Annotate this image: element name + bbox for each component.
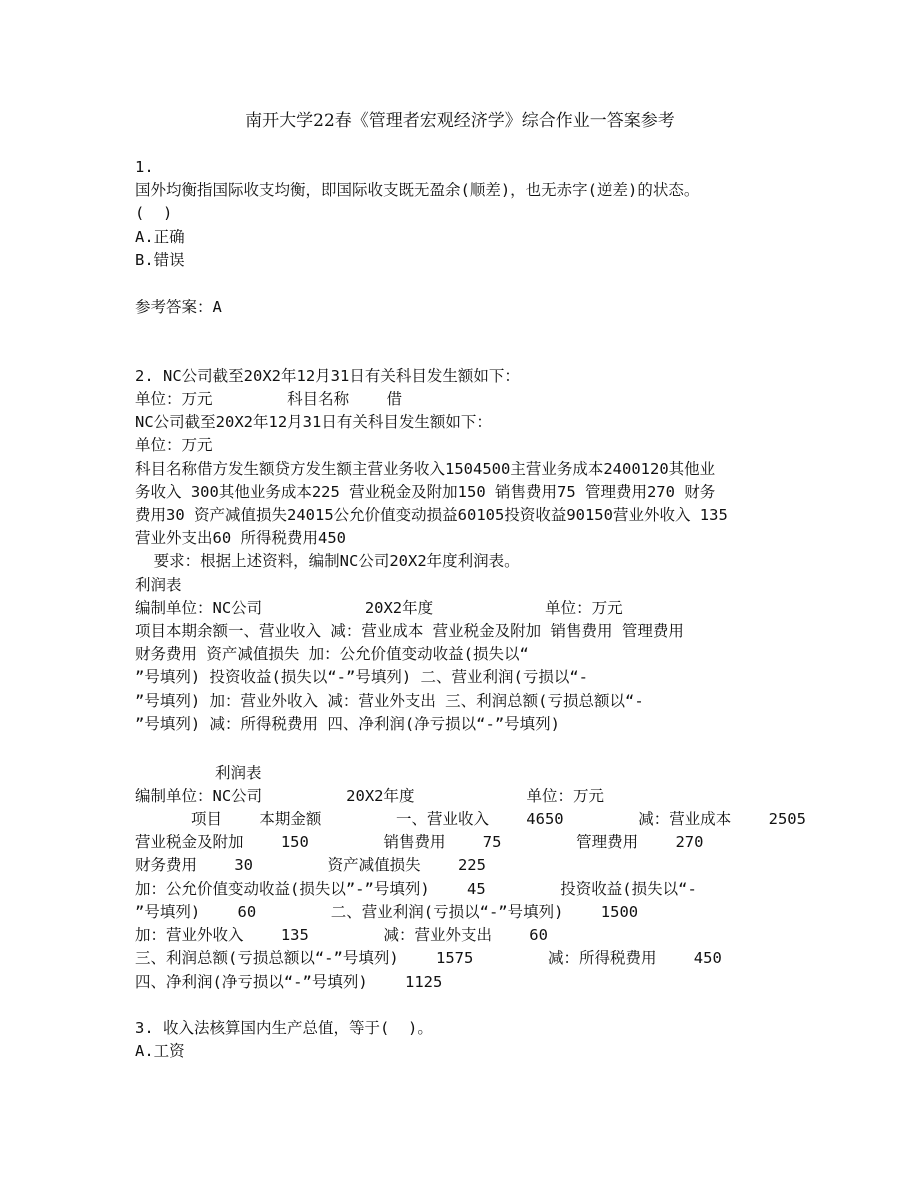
question-1-answer: 参考答案：A (135, 298, 222, 316)
question-2-unit-line-2: 单位：万元 (135, 436, 213, 454)
income-statement-title: 利润表 (135, 576, 182, 594)
question-3-option-a: A.工资 (135, 1042, 185, 1060)
income-statement-line: ”号填列) 投资收益(损失以“-”号填列) 二、营业利润(亏损以“- (135, 668, 588, 686)
document-title: 南开大学22春《管理者宏观经济学》综合作业一答案参考 (245, 111, 675, 131)
question-2-heading: 2. NC公司截至20X2年12月31日有关科目发生额如下： (135, 367, 520, 385)
answer-statement-line: 加：营业外收入 135 减：营业外支出 60 (135, 926, 548, 944)
answer-statement-line: 三、利润总额(亏损总额以“-”号填列) 1575 减：所得税费用 450 (135, 949, 722, 967)
answer-statement-header: 编制单位：NC公司 20X2年度 单位：万元 (135, 787, 604, 805)
question-2-unit-line-1: 单位：万元 科目名称 借 (135, 390, 402, 408)
question-1-blank: ( ) (135, 204, 173, 222)
income-statement-header: 编制单位：NC公司 20X2年度 单位：万元 (135, 599, 623, 617)
income-statement-line: ”号填列) 减：所得税费用 四、净利润(净亏损以“-”号填列) (135, 715, 560, 733)
question-2-data-line: 科目名称借方发生额贷方发生额主营业务收入1504500主营业务成本2400120其他业 (135, 460, 716, 478)
question-3-heading: 3. 收入法核算国内生产总值，等于( )。 (135, 1019, 433, 1037)
answer-statement-line: 加：公允价值变动收益(损失以”-”号填列) 45 投资收益(损失以“- (135, 880, 697, 898)
answer-statement-line: 项目 本期金额 一、营业收入 4650 减：营业成本 2505 (135, 810, 806, 828)
answer-statement-title: 利润表 (215, 764, 262, 782)
question-2-data-line: 营业外支出60 所得税费用450 (135, 529, 346, 547)
question-1-number: 1. (135, 158, 154, 176)
answer-statement-line: 财务费用 30 资产减值损失 225 (135, 856, 486, 874)
question-2-repeat-heading: NC公司截至20X2年12月31日有关科目发生额如下： (135, 413, 492, 431)
question-1-option-a: A.正确 (135, 228, 185, 246)
question-1-stem: 国外均衡指国际收支均衡，即国际收支既无盈余(顺差)，也无赤字(逆差)的状态。 (135, 181, 700, 199)
answer-statement-line: ”号填列) 60 二、营业利润(亏损以“-”号填列) 1500 (135, 903, 639, 921)
question-2-data-line: 务收入 300其他业务成本225 营业税金及附加150 销售费用75 管理费用270 财务 (135, 483, 716, 501)
question-1-option-b: B.错误 (135, 251, 185, 269)
question-2-requirement: 要求：根据上述资料，编制NC公司20X2年度利润表。 (135, 552, 520, 570)
answer-statement-line: 四、净利润(净亏损以“-”号填列) 1125 (135, 973, 443, 991)
income-statement-line: 财务费用 资产减值损失 加：公允价值变动收益(损失以“ (135, 645, 529, 663)
income-statement-line: ”号填列) 加：营业外收入 减：营业外支出 三、利润总额(亏损总额以“- (135, 692, 644, 710)
question-2-data-line: 费用30 资产减值损失24015公允价值变动损益60105投资收益90150营业外收入 135 (135, 506, 728, 524)
answer-statement-line: 营业税金及附加 150 销售费用 75 管理费用 270 (135, 833, 704, 851)
income-statement-line: 项目本期余额一、营业收入 减：营业成本 营业税金及附加 销售费用 管理费用 (135, 622, 684, 640)
